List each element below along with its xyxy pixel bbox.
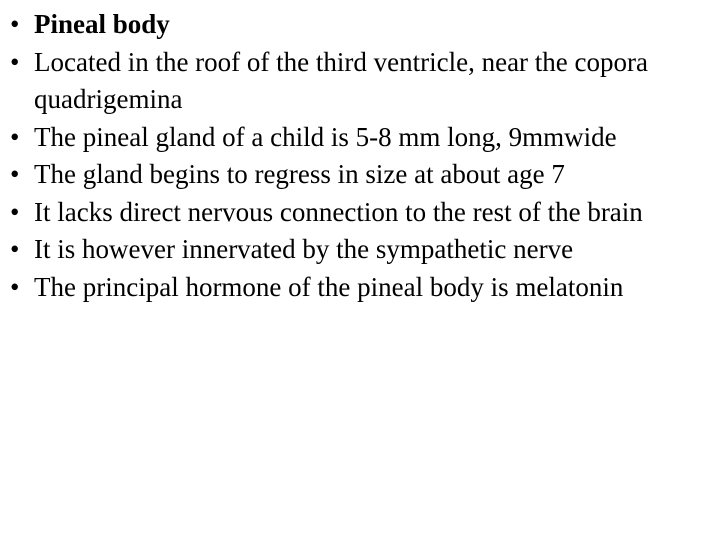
bullet-text: The principal hormone of the pineal body is melatonin [34, 271, 624, 302]
bullet-item-nervous-connection [10, 194, 700, 232]
bullet-list [10, 6, 700, 306]
bullet-heading: Pineal body [34, 9, 170, 39]
bullet-item-location [10, 44, 700, 119]
bullet-item-regression [10, 156, 700, 194]
bullet-marker: • [10, 159, 20, 189]
bullet-marker: • [10, 46, 20, 77]
bullet-item-size [10, 119, 700, 157]
bullet-text: It lacks direct nervous connection to the rest of the brain [34, 196, 643, 227]
bullet-marker: • [10, 121, 20, 152]
bullet-text: The gland begins to regress in size at about age 7 [34, 159, 565, 189]
bullet-marker: • [10, 234, 20, 264]
bullet-item-hormone [10, 269, 700, 307]
bullet-marker: • [10, 9, 20, 39]
bullet-text: It is however innervated by the sympathetic nerve [34, 234, 574, 264]
bullet-item-pineal-body [10, 6, 700, 44]
bullet-marker: • [10, 196, 20, 227]
bullet-text: Located in the roof of the third ventricle, near the copora quadrigemina [34, 46, 648, 114]
bullet-marker: • [10, 271, 20, 302]
bullet-text: The pineal gland of a child is 5-8 mm long, 9mmwide [34, 121, 617, 152]
bullet-item-innervation [10, 231, 700, 269]
